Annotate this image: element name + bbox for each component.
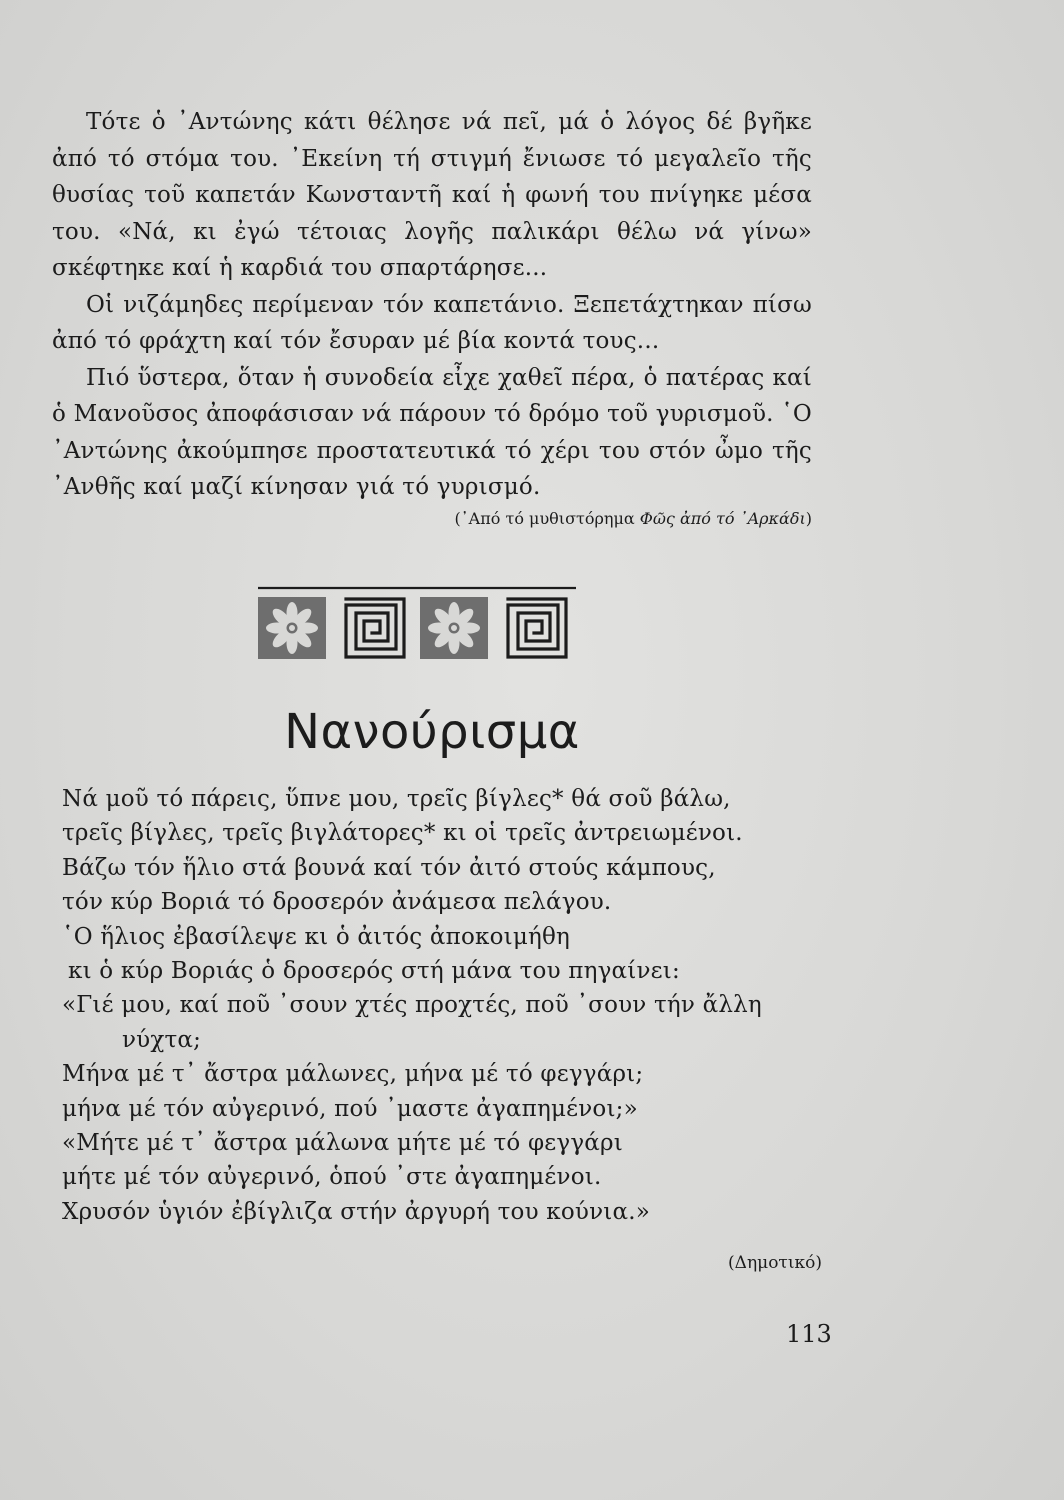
poem-title: Νανούρισμα: [284, 704, 580, 760]
poem-line: «Γιέ μου, καί ποῦ ᾿σουν χτές προχτές, ποῦ ᾿σουν τήν ἄλλη: [62, 992, 762, 1019]
prose-excerpt: [52, 104, 812, 506]
poem-line: «Μήτε μέ τ᾿ ἄστρα μάλωνα μήτε μέ τό φεγγάρι: [62, 1130, 623, 1157]
poem-body: [62, 782, 842, 1229]
poem-line: κι ὁ κύρ Βοριάς ὁ δροσερός στή μάνα του πηγαίνει:: [68, 958, 680, 985]
poem-line: ῾Ο ἥλιος ἐβασίλεψε κι ὁ ἀιτός ἀποκοιμήθη: [62, 923, 570, 950]
poem-line: Μήνα μέ τ᾿ ἄστρα μάλωνες, μήνα μέ τό φεγγάρι;: [62, 1061, 644, 1088]
spiral-tile: [346, 599, 404, 657]
rosette-tile: [258, 597, 326, 659]
poem-line: τρεῖς βίγλες, τρεῖς βιγλάτορες* κι οἱ τρεῖς ἀντρειωμένοι.: [62, 820, 743, 847]
source-book-title: Φῶς ἀπό τό ᾿Αρκάδι: [639, 509, 806, 528]
page-number: 113: [786, 1320, 832, 1348]
poem-line: τόν κύρ Βοριά τό δροσερόν ἀνάμεσα πελάγου.: [62, 889, 612, 916]
poem-attribution: (Δημοτικό): [728, 1253, 822, 1273]
poem-line: Χρυσόν ὑγιόν ἐβίγλιζα στήν ἀργυρή του κούνια.»: [62, 1198, 650, 1225]
paragraph: Οἱ νιζάμηδες περίμεναν τόν καπετάνιο. Ξεπετάχτηκαν πίσω ἀπό τό φράχτη καί τόν ἔσυραν μέ βία κοντά τους...: [52, 291, 812, 354]
rosette-tile: [420, 597, 488, 659]
source-citation: [340, 509, 812, 528]
poem-line: νύχτα;: [122, 1026, 202, 1053]
poem-line: Νά μοῦ τό πάρεις, ὕπνε μου, τρεῖς βίγλες* θά σοῦ βάλω,: [62, 786, 731, 812]
poem-line: μήνα μέ τόν αὐγερινό, πού ᾿μαστε ἀγαπημένοι;»: [62, 1095, 638, 1122]
poem-line: μήτε μέ τόν αὐγερινό, ὁπού ᾿στε ἀγαπημένοι.: [62, 1164, 602, 1191]
paragraph: Τότε ὁ ᾿Αντώνης κάτι θέλησε νά πεῖ, μά ὁ λόγος δέ βγῆκε ἀπό τό στόμα του. ᾿Εκείνη τή στιγμή ἔνιωσε τό μεγαλεῖο τῆς θυσίας τοῦ καπετάν Κωνσταντῆ καί ἡ φωνή του πνίγηκε μέσα του. «Νά, κι ἐγώ τέτοιας λογῆς παλικάρι θέλω νά γίνω» σκέφτηκε καί ἡ καρδιά του σπαρτάρησε...: [52, 109, 812, 281]
greek-key-ornament: [258, 585, 578, 665]
source-prefix: (᾿Από τό μυθιστόρημα: [454, 509, 640, 528]
paragraph: Πιό ὕστερα, ὅταν ἡ συνοδεία εἶχε χαθεῖ πέρα, ὁ πατέρας καί ὁ Μανοῦσος ἀποφάσισαν νά πάρουν τό δρόμο τοῦ γυρισμοῦ. ῾Ο ᾿Αντώνης ἀκούμπησε προστατευτικά τό χέρι του στόν ὦμο τῆς ᾿Ανθῆς καί μαζί κίνησαν γιά τό γυρισμό.: [52, 364, 812, 500]
source-suffix: ): [805, 509, 812, 528]
poem-line: Βάζω τόν ἥλιο στά βουνά καί τόν ἀιτό στούς κάμπους,: [62, 854, 716, 881]
spiral-tile: [508, 599, 566, 657]
